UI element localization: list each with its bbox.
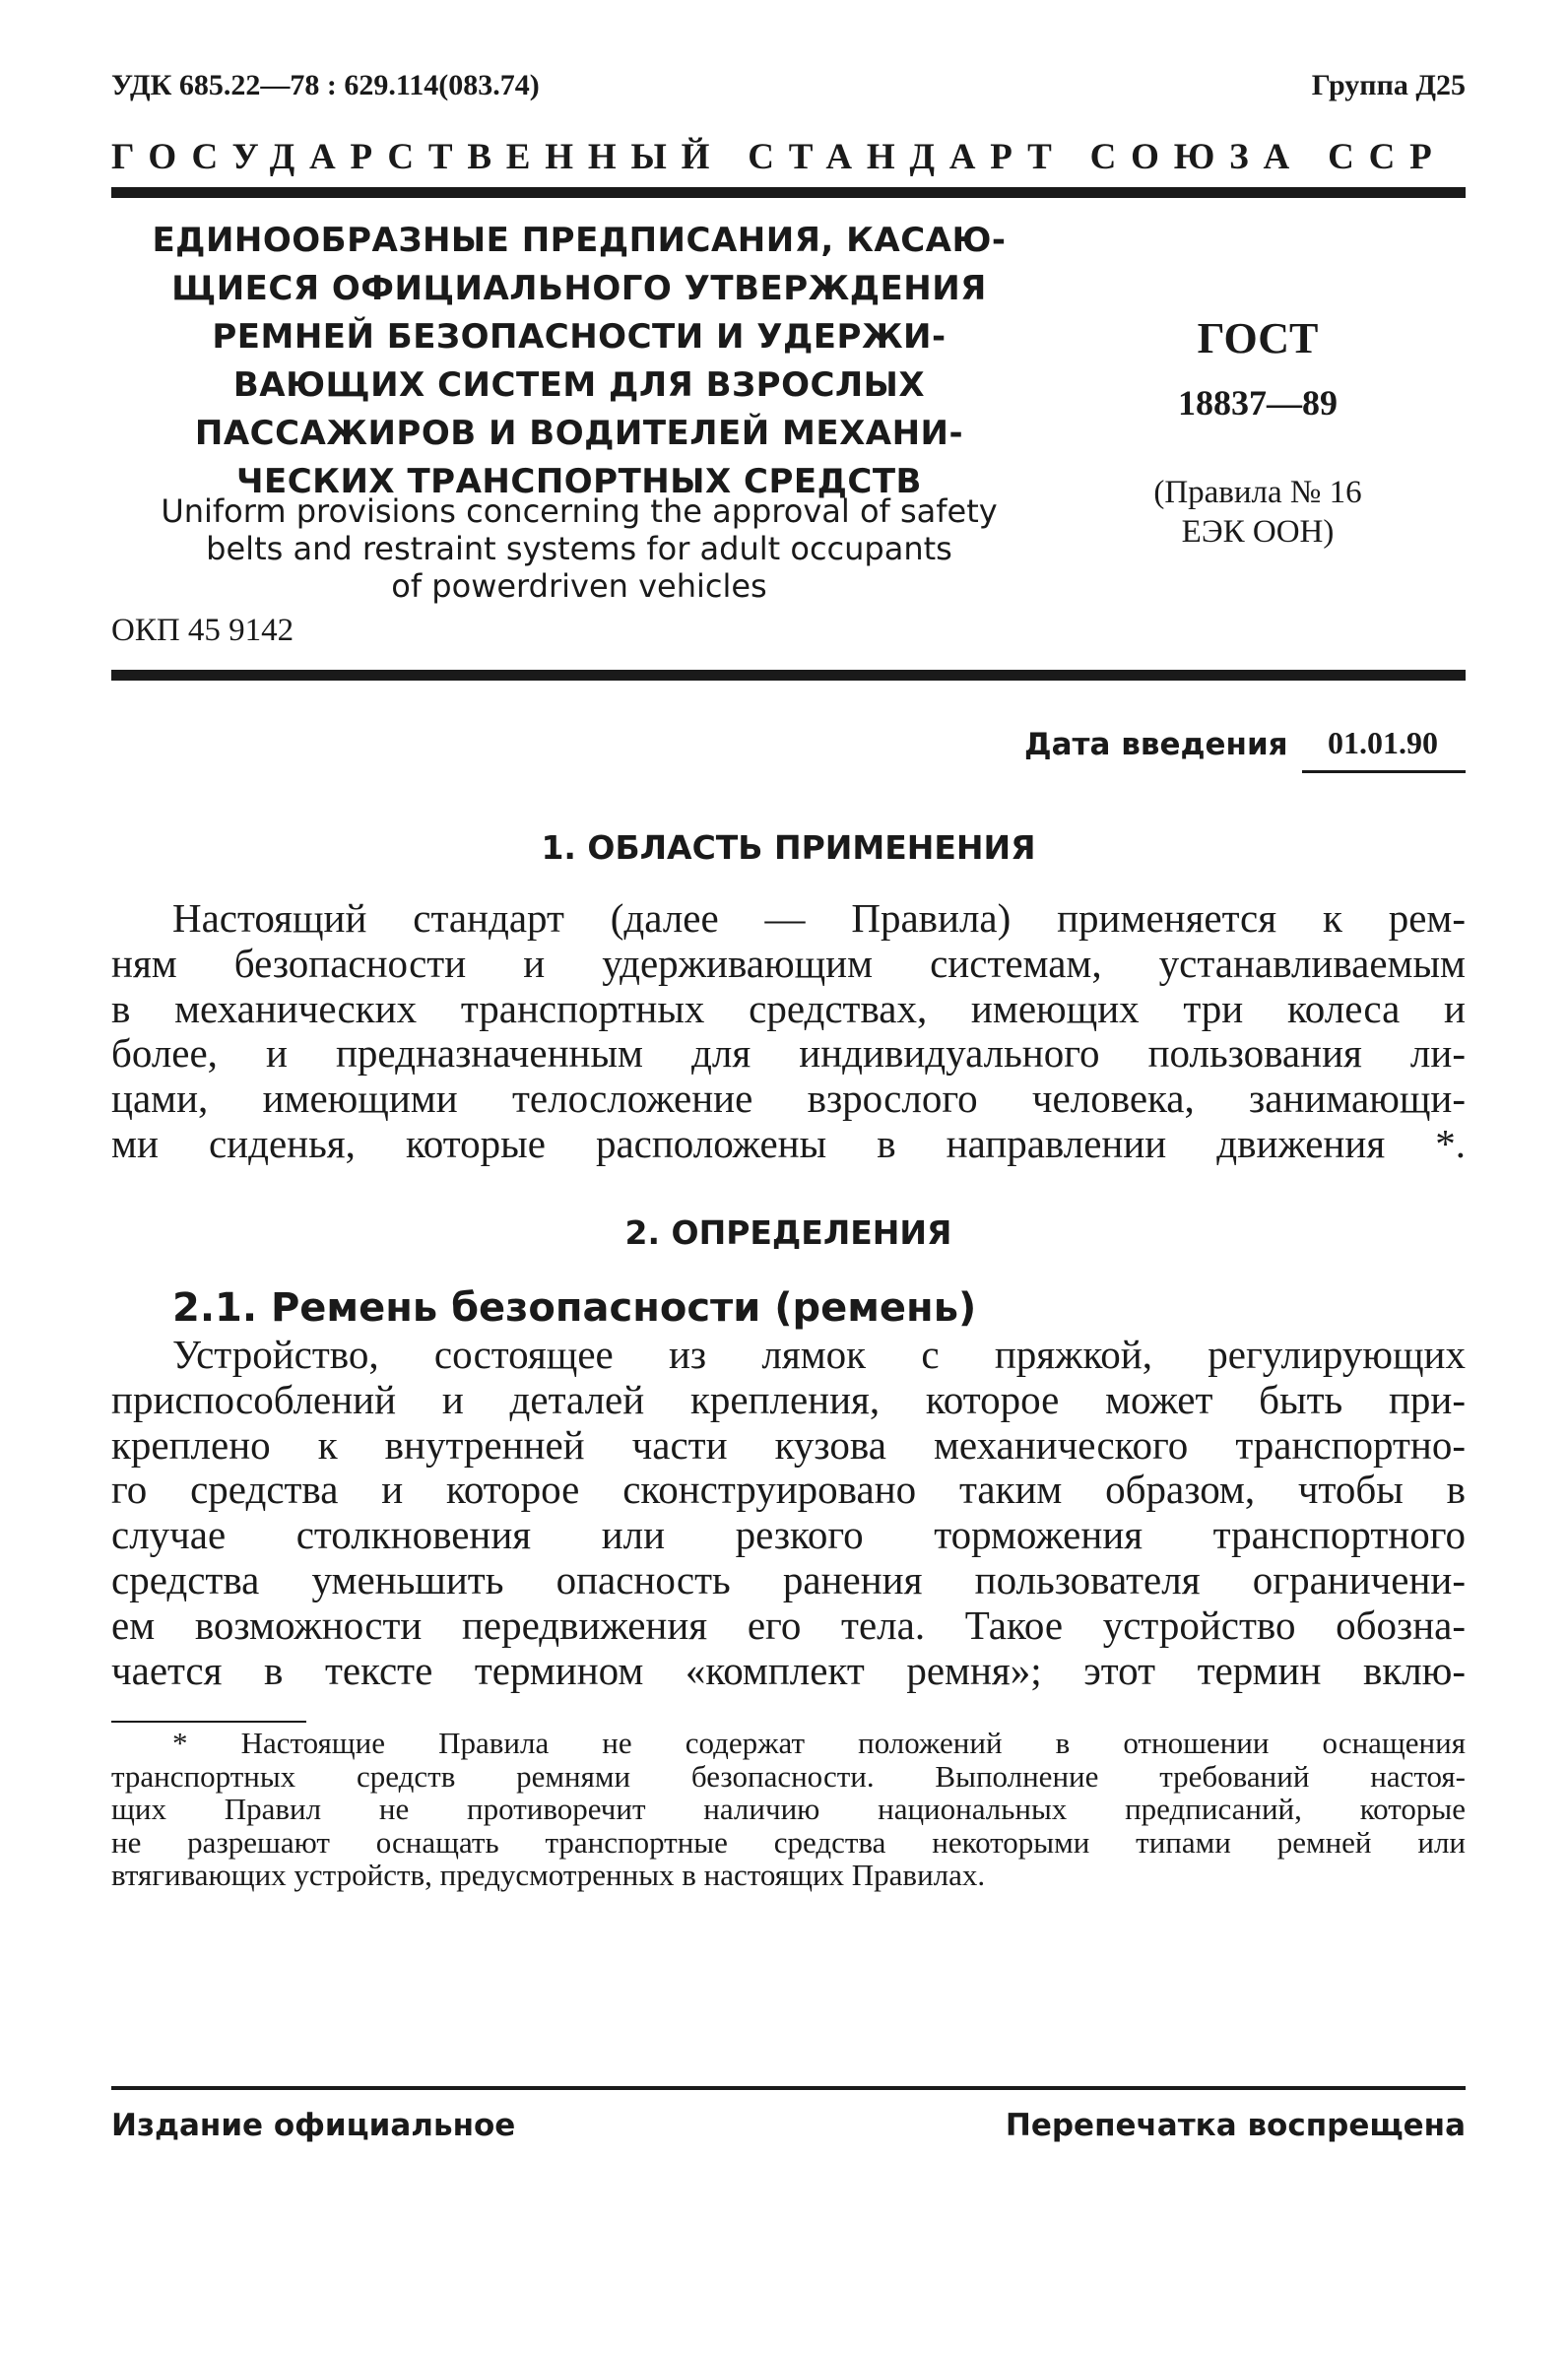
title-ru-line: ЕДИНООБРАЗНЫЕ ПРЕДПИСАНИЯ, КАСАЮ- [152, 221, 1007, 260]
body-line: более, и предназначенным для индивидуального пользования ли- [111, 1030, 1466, 1077]
intro-date-value: 01.01.90 [1328, 725, 1438, 760]
title-en-line: Uniform provisions concerning the approval of safety [161, 492, 998, 530]
footer-rule [111, 2086, 1466, 2090]
okp-code: ОКП 45 9142 [111, 613, 294, 648]
body-line: цами, имеющими телосложение взрослого человека, занимающи- [111, 1076, 1466, 1122]
title-ru-line: РЕМНЕЙ БЕЗОПАСНОСТИ И УДЕРЖИ- [212, 317, 947, 357]
body-line: случае столкновения или резкого торможения транспортного [111, 1512, 1466, 1558]
edition-note: Издание официальное [111, 2108, 516, 2143]
body-line: приспособлений и деталей крепления, которое может быть при- [111, 1376, 1466, 1422]
footnote [111, 1727, 1466, 1892]
body-line: го средства и которое сконструировано таким образом, чтобы в [111, 1467, 1466, 1513]
footnote-line: * Настоящие Правила не содержат положений в отношении оснащения [172, 1726, 1466, 1760]
reprint-note: Перепечатка воспрещена [1005, 2108, 1466, 2143]
section-1-body [111, 896, 1466, 1167]
body-line: Устройство, состоящее из лямок с пряжкой, регулирующих [172, 1332, 1466, 1377]
body-line: в механических транспортных средствах, имеющих три колеса и [111, 985, 1466, 1031]
subsection-2-1-heading: 2.1. Ремень безопасности (ремень) [172, 1285, 977, 1331]
title-block-rule [111, 670, 1466, 681]
footnote-rule [111, 1721, 306, 1723]
intro-date-label: Дата введения [1024, 727, 1288, 762]
section-2-heading: 2. ОПРЕДЕЛЕНИЯ [624, 1213, 952, 1252]
gost-label: ГОСТ [1197, 314, 1319, 362]
footnote-line: щих Правил не противоречит наличию национальных предписаний, которые [111, 1792, 1466, 1826]
gost-rule-line: (Правила № 16 [1153, 475, 1362, 510]
body-line: средства уменьшить опасность ранения пользователя ограничени- [111, 1556, 1466, 1602]
title-ru-line: ЧЕСКИХ ТРАНСПОРТНЫХ СРЕДСТВ [236, 462, 922, 501]
body-line: Настоящий стандарт (далее — Правила) применяется к рем- [172, 895, 1466, 941]
gost-rule-line: ЕЭК ООН) [1181, 514, 1335, 550]
title-en-line: of powerdriven vehicles [391, 567, 767, 605]
group-code: Группа Д25 [1311, 69, 1466, 101]
title-ru-line: ЩИЕСЯ ОФИЦИАЛЬНОГО УТВЕРЖДЕНИЯ [171, 269, 987, 308]
title-russian [111, 217, 1047, 506]
footnote-line: втягивающих устройств, предусмотренных в настоящих Правилах. [111, 1858, 986, 1892]
title-en-line: belts and restraint systems for adult occupants [206, 530, 952, 567]
state-standard-banner: ГОСУДАРСТВЕННЫЙ СТАНДАРТ СОЮЗА ССР [111, 137, 1447, 177]
footnote-line: не разрешают оснащать транспортные средства некоторыми типами ремней или [111, 1824, 1466, 1860]
header-rule [111, 187, 1466, 198]
udk-code: УДК 685.22—78 : 629.114(083.74) [111, 69, 540, 101]
gost-number: 18837—89 [1178, 383, 1338, 423]
body-line: ми сиденья, которые расположены в направлении движения *. [111, 1120, 1466, 1166]
footnote-line: транспортных средств ремнями безопасности. Выполнение требований настоя- [111, 1758, 1466, 1794]
body-line: креплено к внутренней части кузова механического транспортно- [111, 1421, 1466, 1468]
intro-date-underline [1302, 770, 1466, 773]
body-line: ням безопасности и удерживающим системам, устанавливаемым [111, 940, 1466, 986]
title-english [111, 492, 1047, 605]
body-line: ем возможности передвижения его тела. Такое устройство обозна- [111, 1601, 1466, 1648]
section-1-heading: 1. ОБЛАСТЬ ПРИМЕНЕНИЯ [541, 828, 1036, 867]
body-line: чается в тексте термином «комплект ремня»; этот термин вклю- [111, 1647, 1466, 1693]
section-2-body [111, 1333, 1466, 1693]
gost-rule-reference [1095, 473, 1420, 552]
title-ru-line: ПАССАЖИРОВ И ВОДИТЕЛЕЙ МЕХАНИ- [194, 414, 964, 453]
title-ru-line: ВАЮЩИХ СИСТЕМ ДЛЯ ВЗРОСЛЫХ [232, 365, 926, 405]
